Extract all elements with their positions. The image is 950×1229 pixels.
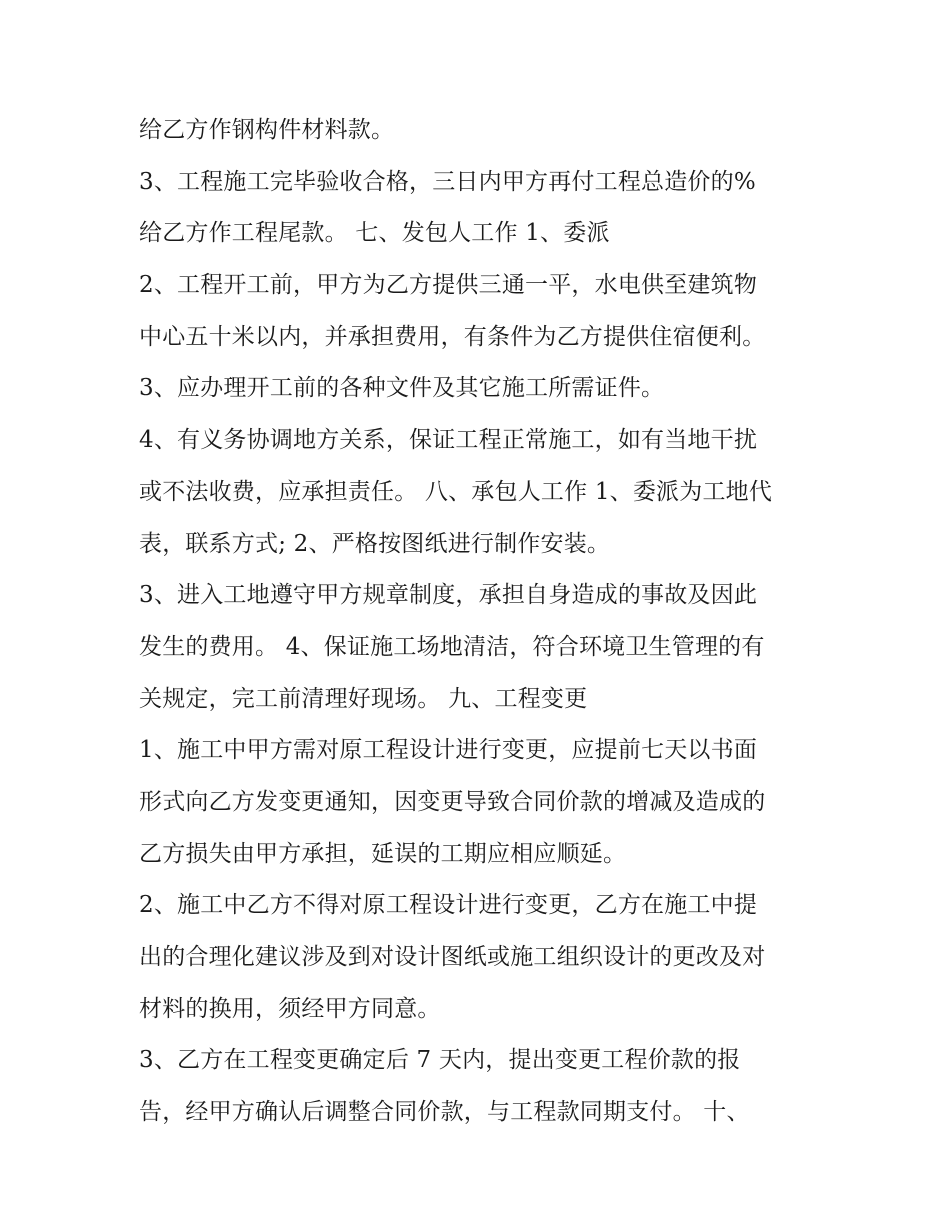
text-line: 表，联系方式; 2、严格按图纸进行制作安装。 xyxy=(139,530,611,557)
text-line: 2、工程开工前，甲方为乙方提供三通一平，水电供至建筑物 xyxy=(139,272,758,299)
text-line: 或不法收费，应承担责任。 八、承包人工作 1、委派为工地代 xyxy=(139,478,773,505)
text-line: 3、乙方在工程变更确定后 7 天内，提出变更工程价款的报 xyxy=(139,1047,741,1074)
text-line: 给乙方作工程尾款。 七、发包人工作 1、委派 xyxy=(139,220,610,247)
text-line: 给乙方作钢构件材料款。 xyxy=(139,117,395,143)
document-body xyxy=(139,105,829,1139)
text-line: 告，经甲方确认后调整合同价款，与工程款同期支付。 十、 xyxy=(139,1099,750,1126)
text-line: 1、施工中甲方需对原工程设计进行变更，应提前七天以书面 xyxy=(139,737,758,764)
text-line: 关规定，完工前清理好现场。 九、工程变更 xyxy=(139,685,588,712)
text-line: 4、有义务协调地方关系，保证工程正常施工，如有当地干扰 xyxy=(139,427,758,454)
text-line: 3、应办理开工前的各种文件及其它施工所需证件。 xyxy=(139,375,665,402)
text-line: 材料的换用，须经甲方同意。 xyxy=(139,995,441,1022)
text-line: 乙方损失由甲方承担，延误的工期应相应顺延。 xyxy=(139,840,627,867)
text-line: 出的合理化建议涉及到对设计图纸或施工组织设计的更改及对 xyxy=(139,944,766,970)
text-line: 2、施工中乙方不得对原工程设计进行变更，乙方在施工中提 xyxy=(139,892,758,919)
text-line: 发生的费用。 4、保证施工场地清洁，符合环境卫生管理的有 xyxy=(139,633,765,660)
text-line: 3、进入工地遵守甲方规章制度，承担自身造成的事故及因此 xyxy=(139,582,758,609)
text-line: 形式向乙方发变更通知，因变更导致合同价款的增减及造成的 xyxy=(139,788,766,815)
text-line: 中心五十米以内，并承担费用，有条件为乙方提供住宿便利。 xyxy=(139,323,766,350)
text-line: 3、工程施工完毕验收合格，三日内甲方再付工程总造价的% xyxy=(139,168,756,195)
